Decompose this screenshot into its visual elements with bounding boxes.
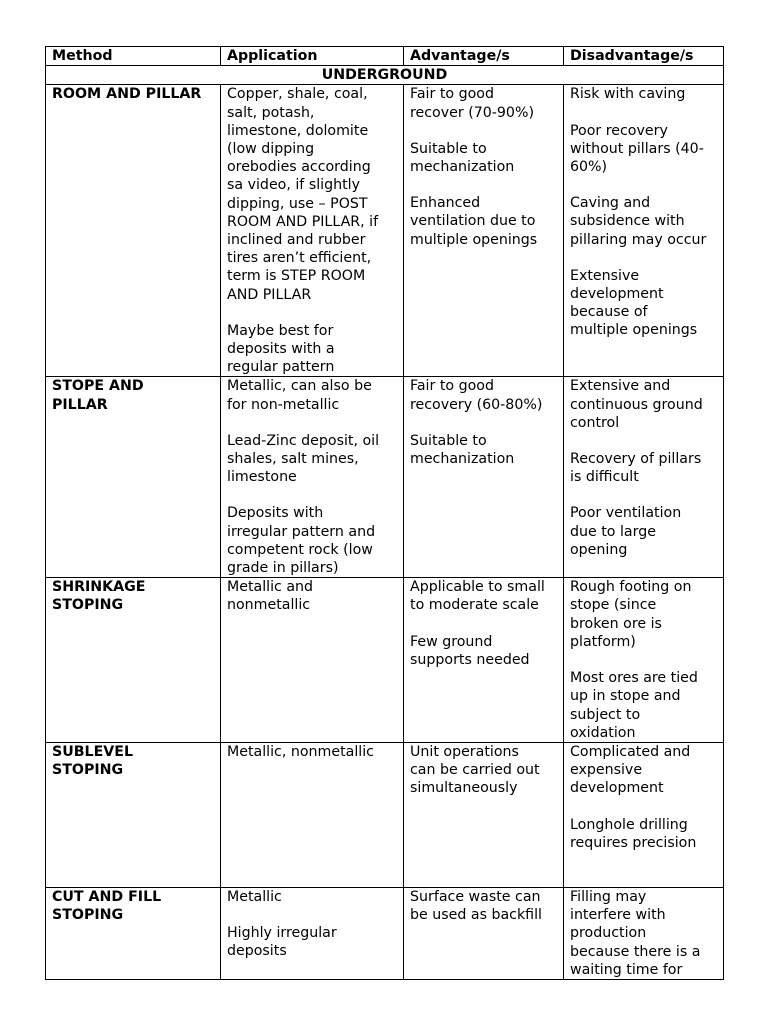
disadvantage-paragraph: Poor ventilation due to large opening [570,505,682,558]
advantages-cell [404,85,564,377]
advantages-cell [404,377,564,578]
disadvantage-paragraph: Poor recovery without pillars (40- 60%) [570,122,704,176]
advantage-paragraph: Applicable to small to moderate scale [410,579,545,614]
application-paragraph: Metallic [227,888,282,905]
application-cell [221,742,404,887]
header-row [46,47,724,66]
application-paragraph: Maybe best for deposits with a regular pattern [227,322,335,376]
table-row [46,85,724,377]
application-paragraph: Metallic, nonmetallic [227,743,374,760]
disadvantage-paragraph: Longhole drilling requires precision [570,816,697,851]
method-cell: SUBLEVEL STOPING [46,742,221,887]
column-header-method: Method [46,47,221,66]
column-header-advantages: Advantage/s [404,47,564,66]
section-label-underground: UNDERGROUND [46,66,724,85]
disadvantage-paragraph: Complicated and expensive development [570,743,691,797]
method-cell: STOPE AND PILLAR [46,377,221,578]
section-row-underground [46,66,724,85]
advantages-cell [404,887,564,979]
advantage-paragraph: Unit operations can be carried out simultaneously [410,743,540,797]
method-cell: CUT AND FILL STOPING [46,887,221,979]
disadvantages-cell [564,85,724,377]
table-row [46,887,724,979]
disadvantages-cell [564,742,724,887]
disadvantages-cell [564,578,724,743]
advantage-paragraph: Suitable to mechanization [410,140,515,176]
disadvantage-paragraph: Most ores are tied up in stope and subject to oxidation [570,670,698,741]
application-paragraph: Highly irregular deposits [227,925,337,960]
advantage-paragraph: Fair to good recovery (60-80%) [410,378,543,413]
disadvantage-paragraph: Risk with caving [570,86,686,103]
application-cell [221,887,404,979]
application-paragraph: Lead-Zinc deposit, oil shales, salt mines, limestone [227,432,380,486]
disadvantage-paragraph: Rough footing on stope (since broken ore is platform) [570,579,692,650]
disadvantages-cell [564,887,724,979]
advantage-paragraph: Surface waste can be used as backfill [410,888,543,924]
advantage-paragraph: Fair to good recover (70-90%) [410,86,534,121]
disadvantage-paragraph: Extensive and continuous ground control [570,378,703,431]
application-paragraph: Copper, shale, coal, salt, potash, limestone, dolomite (low dipping orebodies according sa video, if slightly dipping, use – POST ROOM AND PILLAR, if inclined and rubber tires aren’t efficient, term is STEP ROOM AND PILLAR [227,86,379,303]
advantage-paragraph: Few ground supports needed [410,633,530,668]
application-cell [221,377,404,578]
method-cell: SHRINKAGE STOPING [46,578,221,743]
application-paragraph: Metallic, can also be for non-metallic [227,378,372,413]
advantage-paragraph: Suitable to mechanization [410,432,515,468]
advantages-cell [404,578,564,743]
method-cell: ROOM AND PILLAR [46,85,221,377]
disadvantages-cell [564,377,724,578]
mining-methods-table [45,46,724,980]
application-cell [221,85,404,377]
application-paragraph: Metallic and nonmetallic [227,579,314,614]
table-row [46,742,724,887]
advantages-cell [404,742,564,887]
disadvantage-paragraph: Caving and subsidence with pillaring may occur [570,195,707,248]
disadvantage-paragraph: Extensive development because of multiple openings [570,267,698,339]
application-cell [221,578,404,743]
column-header-disadvantages: Disadvantage/s [564,47,724,66]
disadvantage-paragraph: Recovery of pillars is difficult [570,451,702,486]
column-header-application: Application [221,47,404,66]
table-row [46,377,724,578]
table-row [46,578,724,743]
advantage-paragraph: Enhanced ventilation due to multiple openings [410,195,538,248]
disadvantage-paragraph: Filling may interfere with production because there is a waiting time for [570,888,701,978]
application-paragraph: Deposits with irregular pattern and competent rock (low grade in pillars) [227,505,376,577]
